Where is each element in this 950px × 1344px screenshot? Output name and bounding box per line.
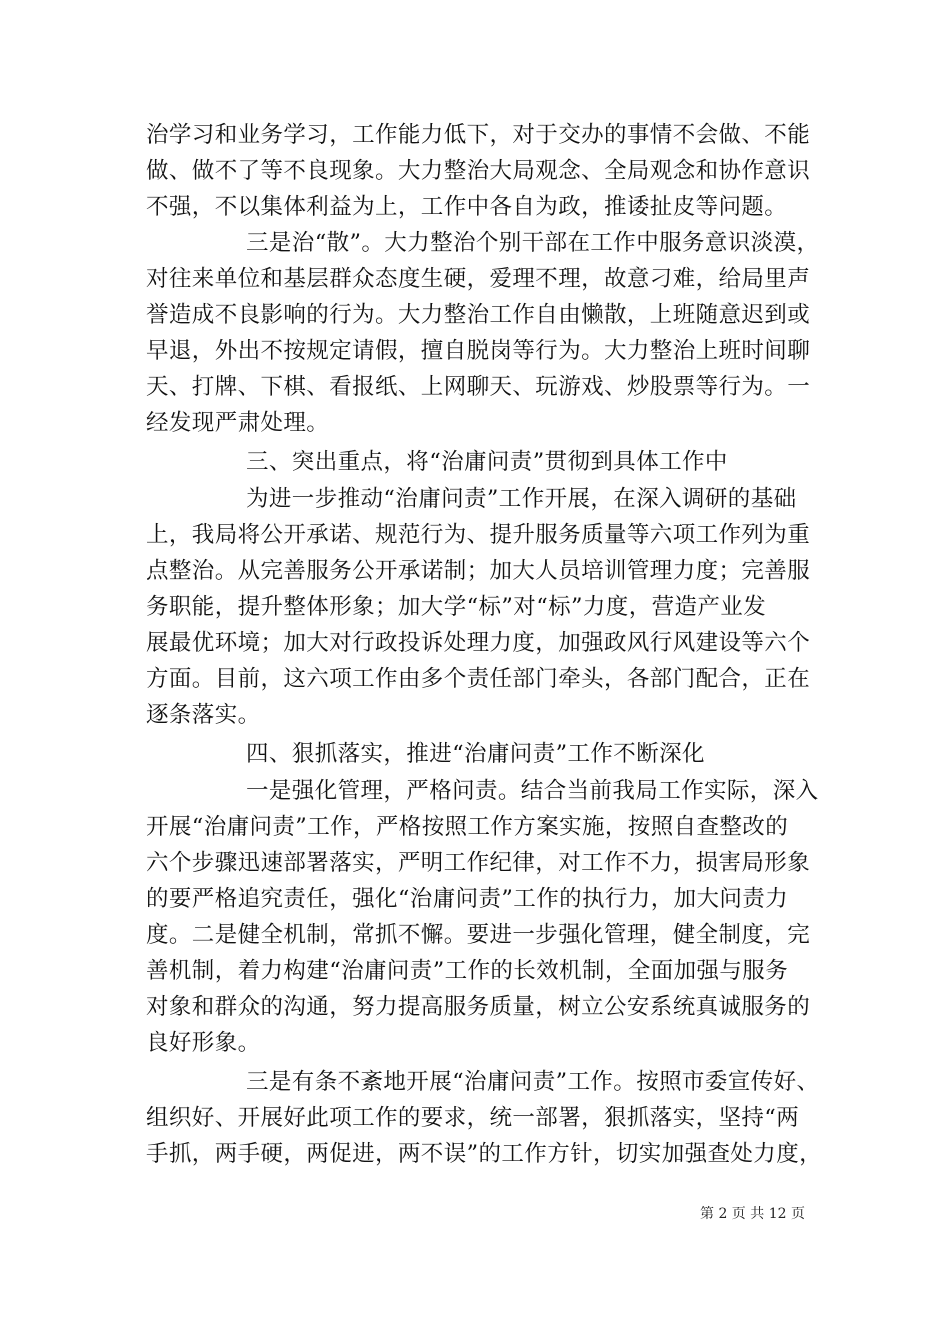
body-line: 的要严格追究责任，强化“治庸问责”工作的执行力，加大问责力 (146, 886, 789, 912)
section-heading: 三、突出重点，将“治庸问责”贯彻到具体工作中 (246, 449, 728, 475)
paragraph-start-line: 一是强化管理，严格问责。结合当前我局工作实际，深入 (246, 778, 819, 804)
body-line: 展最优环境；加大对行政投诉处理力度，加强政风行风建设等六个 (146, 630, 811, 656)
body-line: 经发现严肃处理。 (146, 410, 330, 436)
body-line: 不强，不以集体利益为上，工作中各自为政，推诿扯皮等问题。 (146, 194, 788, 220)
body-line: 度。二是健全机制，常抓不懈。要进一步强化管理，健全制度，完 (146, 922, 811, 948)
page-number-footer: 第 2 页 共 12 页 (700, 1206, 805, 1222)
body-line: 对往来单位和基层群众态度生硬，爱理不理，故意刁难，给局里声 (146, 266, 811, 292)
body-line: 治学习和业务学习，工作能力低下，对于交办的事情不会做、不能 (146, 122, 811, 148)
body-line: 天、打牌、下棋、看报纸、上网聊天、玩游戏、炒股票等行为。一 (146, 374, 811, 400)
body-line: 对象和群众的沟通，努力提高服务质量，树立公安系统真诚服务的 (146, 994, 811, 1020)
body-line: 务职能，提升整体形象；加大学“标”对“标”力度，营造产业发 (146, 594, 767, 620)
body-line: 六个步骤迅速部署落实，严明工作纪律，对工作不力，损害局形象 (146, 850, 811, 876)
body-line: 早退，外出不按规定请假，擅自脱岗等行为。大力整治上班时间聊 (146, 338, 811, 364)
body-line: 誉造成不良影响的行为。大力整治工作自由懒散，上班随意迟到或 (146, 302, 811, 328)
body-line: 良好形象。 (146, 1030, 261, 1056)
body-line: 开展“治庸问责”工作，严格按照工作方案实施，按照自查整改的 (146, 814, 789, 840)
body-line: 做、做不了等不良现象。大力整治大局观念、全局观念和协作意识 (146, 158, 811, 184)
paragraph-start-line: 三是有条不紊地开展“治庸问责”工作。按照市委宣传好、 (246, 1069, 820, 1095)
section-heading: 四、狠抓落实，推进“治庸问责”工作不断深化 (246, 741, 705, 767)
body-line: 点整治。从完善服务公开承诺制；加大人员培训管理力度；完善服 (146, 558, 811, 584)
body-line: 组织好、开展好此项工作的要求，统一部署，狠抓落实，坚持“两 (146, 1105, 800, 1131)
body-line: 上，我局将公开承诺、规范行为、提升服务质量等六项工作列为重 (146, 522, 811, 548)
body-line: 手抓，两手硬，两促进，两不误”的工作方针，切实加强查处力度， (146, 1141, 823, 1167)
body-line: 逐条落实。 (146, 702, 261, 728)
body-line: 方面。目前，这六项工作由多个责任部门牵头，各部门配合，正在 (146, 666, 811, 692)
paragraph-start-line: 三是治“散”。大力整治个别干部在工作中服务意识淡漠， (246, 230, 820, 256)
body-line: 善机制，着力构建“治庸问责”工作的长效机制，全面加强与服务 (146, 958, 789, 984)
paragraph-start-line: 为进一步推动“治庸问责”工作开展，在深入调研的基础 (246, 486, 797, 512)
